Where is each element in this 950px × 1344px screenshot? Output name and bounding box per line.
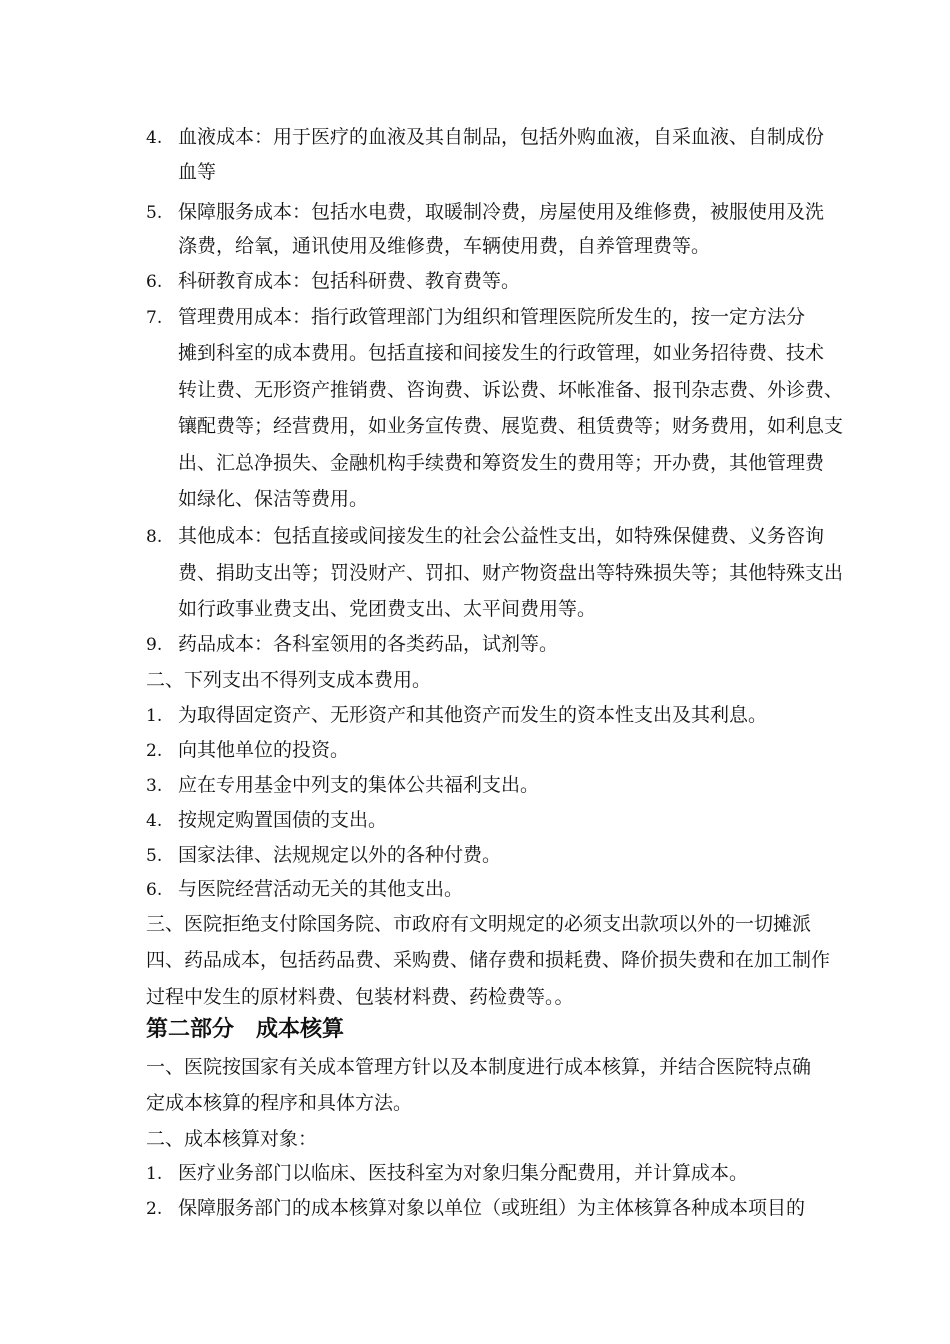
item-number: 4. — [146, 128, 163, 148]
section-paragraph: 四、药品成本，包括药品费、采购费、储存费和损耗费、降价损失费和在加工制作 — [146, 949, 831, 971]
item-number: 6. — [146, 272, 163, 292]
item-text-line: 费、捐助支出等；罚没财产、罚扣、财产物资盘出等特殊损失等；其他特殊支出 — [178, 562, 844, 584]
item-text-line: 转让费、无形资产推销费、咨询费、诉讼费、坏帐准备、报刊杂志费、外诊费、 — [178, 379, 844, 401]
item-text: 应在专用基金中列支的集体公共福利支出。 — [178, 774, 540, 796]
item-text: 保障服务部门的成本核算对象以单位（或班组）为主体核算各种成本项目的 — [178, 1197, 806, 1219]
item-number: 2. — [146, 741, 163, 761]
item-text: 医疗业务部门以临床、医技科室为对象归集分配费用，并计算成本。 — [178, 1162, 749, 1184]
section-heading: 二、下列支出不得列支成本费用。 — [146, 669, 432, 691]
item-number: 8. — [146, 527, 163, 547]
item-text-line: 保障服务成本：包括水电费，取暖制冷费，房屋使用及维修费，被服使用及洗 — [178, 201, 825, 223]
item-text: 国家法律、法规规定以外的各种付费。 — [178, 844, 502, 866]
item-number: 5. — [146, 846, 163, 866]
item-text: 按规定购置国债的支出。 — [178, 809, 388, 831]
item-text-line: 其他成本：包括直接或间接发生的社会公益性支出，如特殊保健费、义务咨询 — [178, 525, 825, 547]
item-number: 4. — [146, 811, 163, 831]
item-number: 7. — [146, 308, 163, 328]
item-number: 5. — [146, 203, 163, 223]
item-number: 3. — [146, 776, 163, 796]
item-text: 为取得固定资产、无形资产和其他资产而发生的资本性支出及其利息。 — [178, 704, 768, 726]
item-text-line: 管理费用成本：指行政管理部门为组织和管理医院所发生的，按一定方法分 — [178, 306, 806, 328]
section-paragraph: 定成本核算的程序和具体方法。 — [146, 1092, 413, 1114]
section-paragraph: 一、医院按国家有关成本管理方针以及本制度进行成本核算，并结合医院特点确 — [146, 1056, 812, 1078]
section-paragraph: 三、医院拒绝支付除国务院、市政府有文明规定的必须支出款项以外的一切摊派 — [146, 913, 812, 935]
item-text: 向其他单位的投资。 — [178, 739, 350, 761]
item-text-line: 如行政事业费支出、党团费支出、太平间费用等。 — [178, 598, 597, 620]
item-text-line: 药品成本：各科室领用的各类药品，试剂等。 — [178, 633, 559, 655]
item-number: 9. — [146, 635, 163, 655]
item-text-line: 摊到科室的成本费用。包括直接和间接发生的行政管理，如业务招待费、技术 — [178, 342, 825, 364]
item-text-line: 血液成本：用于医疗的血液及其自制品，包括外购血液，自采血液、自制成份 — [178, 126, 825, 148]
item-text-line: 涤费，给氧，通讯使用及维修费，车辆使用费，自养管理费等。 — [178, 235, 711, 257]
item-number: 1. — [146, 1164, 163, 1184]
item-number: 1. — [146, 706, 163, 726]
item-number: 2. — [146, 1199, 163, 1219]
item-text-line: 出、汇总净损失、金融机构手续费和筹资发生的费用等；开办费，其他管理费 — [178, 452, 825, 474]
item-text-line: 如绿化、保洁等费用。 — [178, 488, 369, 510]
item-text: 与医院经营活动无关的其他支出。 — [178, 878, 464, 900]
item-text-line: 血等 — [178, 161, 217, 183]
item-text-line: 科研教育成本：包括科研费、教育费等。 — [178, 270, 521, 292]
section-heading: 二、成本核算对象： — [146, 1128, 318, 1150]
item-number: 6. — [146, 880, 163, 900]
part-heading: 第二部分 成本核算 — [146, 1017, 345, 1042]
item-text-line: 镶配费等；经营费用，如业务宣传费、展览费、租赁费等；财务费用，如利息支 — [178, 415, 844, 437]
section-paragraph: 过程中发生的原材料费、包装材料费、药检费等。。 — [146, 986, 574, 1008]
